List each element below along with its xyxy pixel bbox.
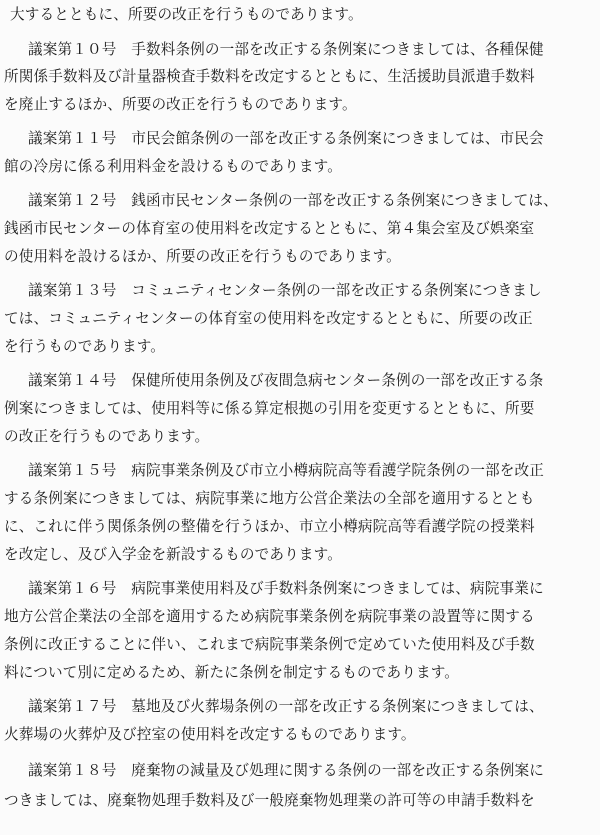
- agenda-item-17-heading-line: 議案第１７号 墓地及び火葬場条例の一部を改正する条例案につきましては、: [28, 698, 544, 715]
- agenda-item-16-heading-line: 議案第１６号 病院事業使用料及び手数料条例案につきましては、病院事業に: [28, 580, 544, 597]
- text-line: を改定し、及び入学金を新設するものであります。: [4, 546, 342, 563]
- text-line: 館の冷房に係る利用料金を設けるものであります。: [4, 158, 342, 175]
- text-line: を廃止するほか、所要の改正を行うものであります。: [4, 96, 357, 113]
- text-line: の改正を行うものであります。: [4, 428, 210, 445]
- agenda-item-10-heading-line: 議案第１０号 手数料条例の一部を改正する条例案につきましては、各種保健: [28, 41, 544, 58]
- agenda-item-18-heading-line: 議案第１８号 廃棄物の減量及び処理に関する条例の一部を改正する条例案に: [28, 762, 545, 779]
- agenda-item-15-heading-line: 議案第１５号 病院事業条例及び市立小樽病院高等看護学院条例の一部を改正: [28, 462, 545, 479]
- text-line: 大するとともに、所要の改正を行うものであります。: [10, 6, 363, 23]
- agenda-item-14-heading-line: 議案第１４号 保健所使用条例及び夜間急病センター条例の一部を改正する条: [28, 372, 544, 389]
- text-line: つきましては、廃棄物処理手数料及び一般廃棄物処理業の許可等の申請手数料を: [4, 792, 535, 809]
- text-line: に、これに伴う関係条例の整備を行うほか、市立小樽病院高等看護学院の授業料: [4, 518, 535, 535]
- text-line: を行うものであります。: [4, 338, 166, 355]
- text-line: 例案につきましては、使用料等に係る算定根拠の引用を変更するとともに、所要: [4, 400, 535, 417]
- text-line: 火葬場の火葬炉及び控室の使用料を改定するものであります。: [4, 726, 416, 743]
- text-line: 条例に改正することに伴い、これまで病院事業条例で定めていた使用料及び手数: [4, 636, 535, 653]
- text-line: 所関係手数料及び計量器検査手数料を改定するとともに、生活援助員派遣手数料: [4, 68, 535, 85]
- text-line: 銭函市民センターの体育室の使用料を改定するとともに、第４集会室及び娯楽室: [4, 220, 535, 237]
- text-line: 料について別に定めるため、新たに条例を制定するものであります。: [4, 664, 460, 681]
- text-line: 地方公営企業法の全部を適用するため病院事業条例を病院事業の設置等に関する: [4, 608, 535, 625]
- agenda-item-11-heading-line: 議案第１１号 市民会館条例の一部を改正する条例案につきましては、市民会: [28, 130, 544, 147]
- agenda-item-13-heading-line: 議案第１３号 コミュニティセンター条例の一部を改正する条例案につきまし: [28, 282, 542, 299]
- text-line: する条例案につきましては、病院事業に地方公営企業法の全部を適用するととも: [4, 490, 535, 507]
- text-line: の使用料を設けるほか、所要の改正を行うものであります。: [4, 248, 401, 265]
- agenda-item-12-heading-line: 議案第１２号 銭函市民センター条例の一部を改正する条例案につきましては、: [28, 192, 558, 209]
- text-line: ては、コミュニティセンターの体育室の使用料を改定するとともに、所要の改正: [4, 310, 533, 327]
